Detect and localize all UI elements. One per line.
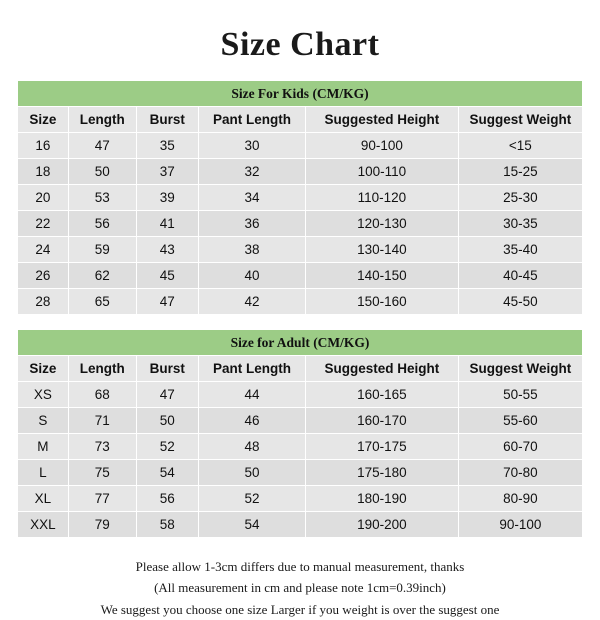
section-divider: [0, 315, 600, 329]
cell-size: S: [18, 408, 69, 434]
table-row: [18, 133, 583, 159]
cell-burst: 47: [136, 289, 198, 315]
cell-length: 65: [68, 289, 136, 315]
table-row: [18, 434, 583, 460]
table-row: [18, 460, 583, 486]
cell-suggested-height: 160-170: [306, 408, 459, 434]
cell-suggested-height: 90-100: [306, 133, 459, 159]
cell-suggest-weight: 90-100: [458, 512, 582, 538]
cell-suggested-height: 180-190: [306, 486, 459, 512]
page-title: Size Chart: [220, 26, 380, 63]
cell-suggest-weight: 70-80: [458, 460, 582, 486]
cell-size: 20: [18, 185, 69, 211]
cell-suggest-weight: 30-35: [458, 211, 582, 237]
cell-pant-length: 46: [198, 408, 305, 434]
cell-length: 77: [68, 486, 136, 512]
cell-suggest-weight: 35-40: [458, 237, 582, 263]
cell-burst: 45: [136, 263, 198, 289]
cell-suggest-weight: 50-55: [458, 382, 582, 408]
cell-suggested-height: 160-165: [306, 382, 459, 408]
cell-burst: 35: [136, 133, 198, 159]
cell-suggest-weight: 80-90: [458, 486, 582, 512]
adult-col-head-length: Length: [68, 356, 136, 382]
table-row: [18, 263, 583, 289]
cell-size: 22: [18, 211, 69, 237]
kids-col-head-size: Size: [18, 107, 69, 133]
cell-length: 47: [68, 133, 136, 159]
kids-column-header-row: [18, 107, 583, 133]
cell-burst: 58: [136, 512, 198, 538]
cell-length: 73: [68, 434, 136, 460]
cell-pant-length: 42: [198, 289, 305, 315]
cell-size: XS: [18, 382, 69, 408]
table-row: [18, 408, 583, 434]
cell-size: XXL: [18, 512, 69, 538]
cell-pant-length: 44: [198, 382, 305, 408]
table-row: [18, 237, 583, 263]
adult-size-table-wrap: [17, 329, 583, 538]
cell-burst: 47: [136, 382, 198, 408]
cell-size: 28: [18, 289, 69, 315]
cell-pant-length: 40: [198, 263, 305, 289]
cell-pant-length: 34: [198, 185, 305, 211]
kids-col-head-suggest-weight: Suggest Weight: [458, 107, 582, 133]
note-line-2: (All measurement in cm and please note 1cm=0.39inch): [154, 580, 446, 596]
table-row: [18, 211, 583, 237]
adult-section-header-row: [18, 330, 583, 356]
kids-col-head-burst: Burst: [136, 107, 198, 133]
adult-col-head-suggest-weight: Suggest Weight: [458, 356, 582, 382]
cell-size: 24: [18, 237, 69, 263]
cell-burst: 50: [136, 408, 198, 434]
cell-burst: 54: [136, 460, 198, 486]
adult-size-table: [17, 329, 583, 538]
cell-size: M: [18, 434, 69, 460]
note-line-1: Please allow 1-3cm differs due to manual measurement, thanks: [135, 559, 465, 574]
cell-length: 59: [68, 237, 136, 263]
cell-pant-length: 52: [198, 486, 305, 512]
adult-column-header-row: [18, 356, 583, 382]
cell-suggest-weight: 40-45: [458, 263, 582, 289]
cell-suggested-height: 190-200: [306, 512, 459, 538]
cell-size: XL: [18, 486, 69, 512]
cell-length: 56: [68, 211, 136, 237]
kids-col-head-suggested-height: Suggested Height: [306, 107, 459, 133]
cell-size: L: [18, 460, 69, 486]
cell-pant-length: 38: [198, 237, 305, 263]
cell-length: 68: [68, 382, 136, 408]
table-row: [18, 512, 583, 538]
cell-suggested-height: 130-140: [306, 237, 459, 263]
cell-suggested-height: 175-180: [306, 460, 459, 486]
kids-col-head-pant-length: Pant Length: [198, 107, 305, 133]
adult-section-heading: Size for Adult (CM/KG): [18, 330, 583, 356]
kids-size-table: [17, 80, 583, 315]
kids-section-header-row: [18, 81, 583, 107]
cell-burst: 41: [136, 211, 198, 237]
table-row: [18, 159, 583, 185]
cell-suggest-weight: 25-30: [458, 185, 582, 211]
cell-size: 26: [18, 263, 69, 289]
cell-length: 71: [68, 408, 136, 434]
cell-suggested-height: 110-120: [306, 185, 459, 211]
cell-length: 79: [68, 512, 136, 538]
kids-section-heading: Size For Kids (CM/KG): [18, 81, 583, 107]
cell-burst: 52: [136, 434, 198, 460]
cell-suggest-weight: <15: [458, 133, 582, 159]
cell-pant-length: 32: [198, 159, 305, 185]
cell-length: 53: [68, 185, 136, 211]
measurement-notes: [0, 556, 600, 620]
cell-suggested-height: 170-175: [306, 434, 459, 460]
cell-suggest-weight: 55-60: [458, 408, 582, 434]
cell-suggest-weight: 15-25: [458, 159, 582, 185]
cell-burst: 37: [136, 159, 198, 185]
cell-suggested-height: 150-160: [306, 289, 459, 315]
cell-size: 16: [18, 133, 69, 159]
table-row: [18, 289, 583, 315]
cell-pant-length: 36: [198, 211, 305, 237]
cell-burst: 43: [136, 237, 198, 263]
adult-col-head-suggested-height: Suggested Height: [306, 356, 459, 382]
cell-pant-length: 48: [198, 434, 305, 460]
cell-length: 75: [68, 460, 136, 486]
cell-suggest-weight: 45-50: [458, 289, 582, 315]
cell-suggested-height: 140-150: [306, 263, 459, 289]
note-line-3: We suggest you choose one size Larger if you weight is over the suggest one: [100, 601, 500, 617]
cell-size: 18: [18, 159, 69, 185]
table-row: [18, 185, 583, 211]
cell-suggested-height: 120-130: [306, 211, 459, 237]
cell-pant-length: 54: [198, 512, 305, 538]
cell-burst: 56: [136, 486, 198, 512]
table-row: [18, 486, 583, 512]
cell-suggested-height: 100-110: [306, 159, 459, 185]
table-row: [18, 382, 583, 408]
kids-size-table-wrap: [17, 80, 583, 315]
cell-pant-length: 50: [198, 460, 305, 486]
cell-length: 62: [68, 263, 136, 289]
cell-suggest-weight: 60-70: [458, 434, 582, 460]
kids-col-head-length: Length: [68, 107, 136, 133]
adult-col-head-pant-length: Pant Length: [198, 356, 305, 382]
cell-burst: 39: [136, 185, 198, 211]
cell-length: 50: [68, 159, 136, 185]
cell-pant-length: 30: [198, 133, 305, 159]
adult-col-head-size: Size: [18, 356, 69, 382]
adult-col-head-burst: Burst: [136, 356, 198, 382]
